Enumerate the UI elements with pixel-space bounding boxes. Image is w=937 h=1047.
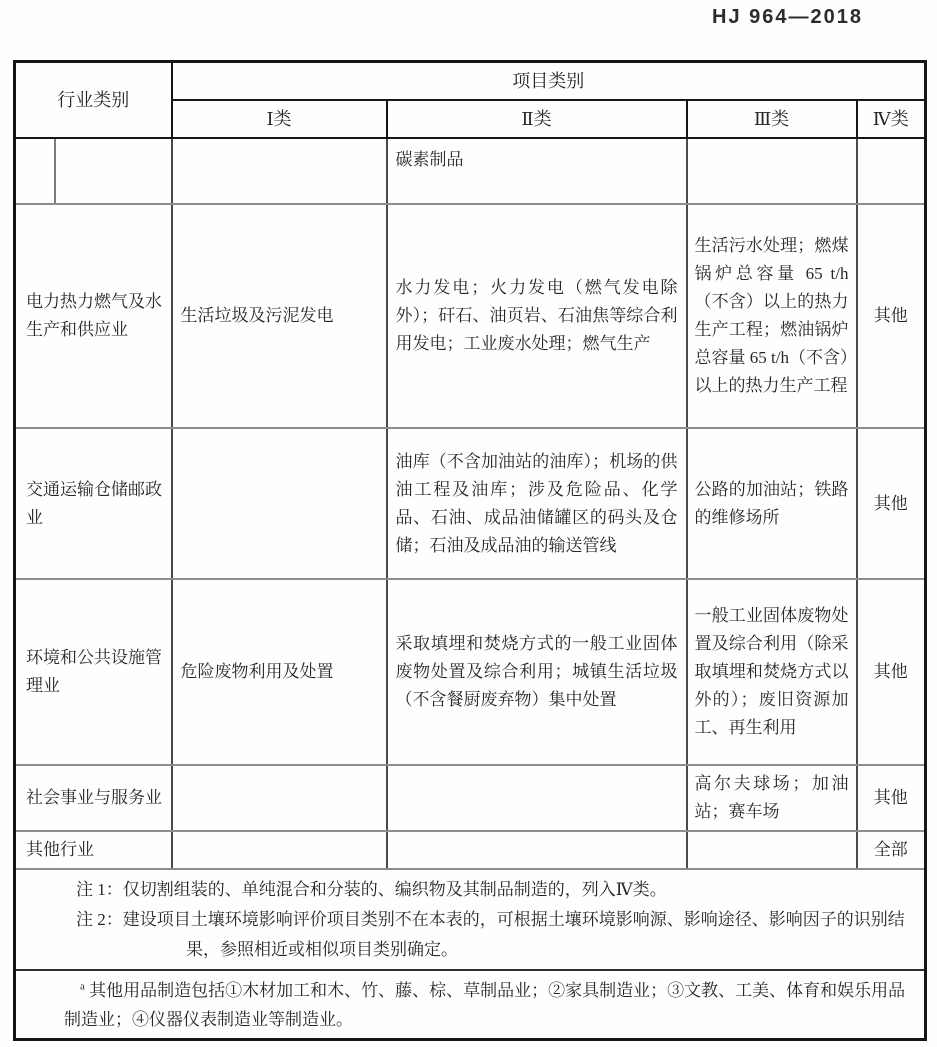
class4-cell: 其他 <box>857 765 926 831</box>
industry-cell: 电力热力燃气及水生产和供应业 <box>15 204 172 428</box>
class3-cell: 生活污水处理；燃煤锅炉总容量 65 t/h（不含）以上的热力生产工程；燃油锅炉总容量 65 t/h（不含）以上的热力生产工程 <box>687 204 857 428</box>
class3-cell <box>687 831 857 869</box>
class4-cell: 其他 <box>857 428 926 579</box>
class4-cell: 全部 <box>857 831 926 869</box>
class3-cell: 高尔夫球场；加油站；赛车场 <box>687 765 857 831</box>
note-2 <box>16 905 910 965</box>
note-1 <box>16 875 910 905</box>
header-class-4: Ⅳ类 <box>857 100 926 138</box>
class3-cell: 公路的加油站；铁路的维修场所 <box>687 428 857 579</box>
header-class-2: Ⅱ类 <box>387 100 687 138</box>
header-project-category: 项目类别 <box>172 62 926 101</box>
class1-cell <box>172 138 387 204</box>
class4-cell: 其他 <box>857 204 926 428</box>
industry-subcell-empty <box>15 138 55 204</box>
note-1-text: 仅切割组装的、单纯混合和分装的、编织物及其制品制造的，列入Ⅳ类。 <box>122 880 667 899</box>
industry-cell: 交通运输仓储邮政业 <box>15 428 172 579</box>
industry-cell: 环境和公共设施管理业 <box>15 579 172 765</box>
table-row <box>15 765 926 831</box>
class2-cell: 采取填埋和焚烧方式的一般工业固体废物处置及综合利用；城镇生活垃圾（不含餐厨废弃物）集中处置 <box>387 579 687 765</box>
table-row <box>15 831 926 869</box>
class1-cell <box>172 765 387 831</box>
class2-cell <box>387 765 687 831</box>
industry-cell: 其他行业 <box>15 831 172 869</box>
note-2-text: 建设项目土壤环境影响评价项目类别不在本表的，可根据土壤环境影响源、影响途径、影响因子的识别结果，参照相近或相似项目类别确定。 <box>122 910 905 959</box>
header-row-top <box>15 62 926 101</box>
class4-cell: 其他 <box>857 579 926 765</box>
class4-cell <box>857 138 926 204</box>
class2-cell <box>387 831 687 869</box>
class2-cell: 碳素制品 <box>387 138 687 204</box>
table-footnote-row <box>15 970 926 1040</box>
doc-number: HJ 964—2018 <box>712 6 863 28</box>
table-row <box>15 204 926 428</box>
header-industry-category: 行业类别 <box>15 62 172 139</box>
class1-cell: 危险废物利用及处置 <box>172 579 387 765</box>
class2-cell: 水力发电；火力发电（燃气发电除外）；矸石、油页岩、石油焦等综合利用发电；工业废水处理；燃气生产 <box>387 204 687 428</box>
table-row <box>15 579 926 765</box>
classification-table <box>13 60 927 1041</box>
header-class-3: Ⅲ类 <box>687 100 857 138</box>
industry-cell: 社会事业与服务业 <box>15 765 172 831</box>
note-1-label: 注 1： <box>76 880 123 899</box>
class2-cell: 油库（不含加油站的油库）；机场的供油工程及油库；涉及危险品、化学品、石油、成品油储罐区的码头及仓储；石油及成品油的输送管线 <box>387 428 687 579</box>
table-notes-row <box>15 869 926 970</box>
class3-cell <box>687 138 857 204</box>
class1-cell: 生活垃圾及污泥发电 <box>172 204 387 428</box>
class3-cell: 一般工业固体废物处置及综合利用（除采取填埋和焚烧方式以外的）；废旧资源加工、再生利用 <box>687 579 857 765</box>
footnote-text: 其他用品制造包括①木材加工和木、竹、藤、棕、草制品业；②家具制造业；③文教、工美、体育和娱乐用品制造业；④仪器仪表制造业等制造业。 <box>64 981 906 1029</box>
class1-cell <box>172 831 387 869</box>
table-notes <box>15 869 926 970</box>
class1-cell <box>172 428 387 579</box>
header-class-1: Ⅰ类 <box>172 100 387 138</box>
table-footnote <box>15 970 926 1040</box>
footnote-marker: a <box>80 980 85 993</box>
note-2-label: 注 2： <box>76 910 123 929</box>
footnote-paragraph <box>16 976 910 1034</box>
industry-cell <box>55 138 172 204</box>
table-row <box>15 428 926 579</box>
table-row <box>15 138 926 204</box>
